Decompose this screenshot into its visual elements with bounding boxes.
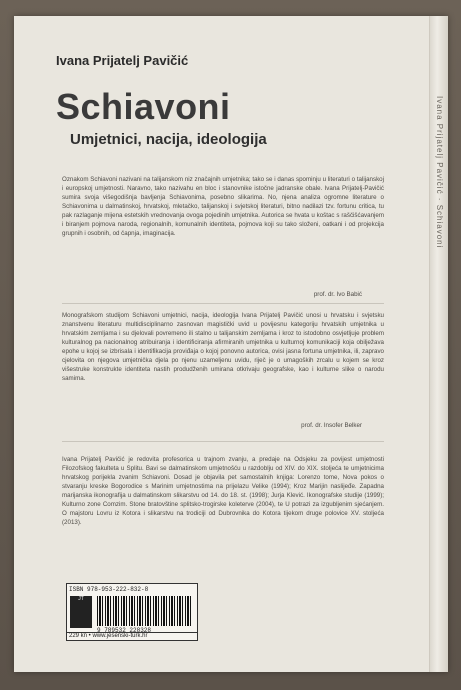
book-back-cover xyxy=(14,16,448,672)
divider xyxy=(62,303,384,304)
blurb-signature-1: prof. dr. Ivo Babić xyxy=(313,291,362,298)
blurb-signature-2: prof. dr. Insofer Belker xyxy=(301,422,362,429)
blurb-paragraph-1: Oznakom Schiavoni nazivani na talijanskom niz značajnih umjetnika; tako se i danas spominju u literaturi o talijanskoj i europskoj umjetnosti. Naravno, tako nazivahu en bloc i stanovnike istočne jadranske obale. Ivana Prijatelj-Pavičić sumira svoja višegodišnja bavljenja Schiavonima, posebno slikarima. No, njena analiza ogromne literature o Schiavonima u dalmatinskoj, hrvatskoj, mletačko, talijanskoj i svjetskoj literaturi, bitno nadilazi tzv. fortunu critica, tu pak razlaganje mijena estetskih vrednovanja ovoga pojedinih umjetnika. Autorica se hvata u koštac s raščišćavanjem i biranjem pojmova naroda, regionalnih, komunalnih identiteta, pojmova koji su tako složeni, oatkani i od projekcija grupnih i osobnih, od čapnja, imaginacija. xyxy=(62,176,384,237)
book-subtitle: Umjetnici, nacija, ideologija xyxy=(70,131,267,148)
barcode-block xyxy=(66,583,198,641)
author-bio: Ivana Prijatelj Pavičić je redovita profesorica u trajnom zvanju, a predaje na Odsjeku za povijest umjetnosti Filozofskog fakulteta u Splitu. Bavi se dalmatinskom umjetnošću u razdoblju od XIV. do XIX. stoljeća te umjetnicima hrvatskog porijekla zvanim Schiavoni. Dosad je objavila pet samostalnih knjiga: Lorenzo tome, Nova pokos o stvaranju kreske Bogorodice s Marinim umjetnostima na prijelazu Velike (1994); Kroz Marijin naslijeđe. Zapadna marijanska ikonografija u dalmatinskom slikarstvu od 14. do 18. st. (1998); Jurja Klević. Ikonografske studije (1999); Kulturno zone Comzim. Stone bratovštine splitsko-trogirske koleterve (2004), te U potrazi za izgubljenim sjećanjem. O majstoru Lovru iz Kotora i slikarstvu na trodiciji od Dubrovnika do Kotora tijekom druge polovice XV. stoljeća (2013). xyxy=(62,456,384,526)
barcode-icon xyxy=(97,596,193,626)
spine-text: Ivana Prijatelj Pavičić · Schiavoni xyxy=(435,96,444,249)
publisher-logo: JT xyxy=(70,596,92,628)
isbn-label: ISBN 978-953-222-832-8 xyxy=(69,586,149,593)
barcode-digits: 9 789532 228328 xyxy=(97,627,152,634)
divider xyxy=(62,441,384,442)
author-name: Ivana Prijatelj Pavičić xyxy=(56,53,189,68)
price-line: 229 kn • www.jesenski-turk.hr xyxy=(67,632,197,640)
blurb-paragraph-2: Monografskom studijom Schiavoni umjetnici, nacija, ideologija Ivana Prijatelj Pavičić unosi u hrvatsku i svjetsku znanstvenu literaturu multidisciplinarno zasnovan magistički uvid u povijesnu kategoriju hrvatskih umjetnika u hrvatskim zemljama i su djelovali povremeno ili stalno u talijanskim zemljama i kroz to istodobno osvjetljuje problem kulturalnog pa nacionalnog atribuiranja i identificiranja afirmiranih umjetnika u kulturnoj komunikaciji koja obilježava epohe u kojoj se izbrisala i identifikacija proviđaja o kojoj ponovno autorica, ovisi jasna fortuna umjetnika, ili, zapravo cjelovita on njegova umjetnička djela po njenu uzameljenu uvidu, riječ je o umagoških zrcalu u kojem se kroz višestruke konstrukte identiteta nastih produdženih umirana otkrivaju geografske, kao i kulturne slike o narodu samima. xyxy=(62,312,384,382)
spine-edge xyxy=(429,16,448,672)
book-title: Schiavoni xyxy=(56,86,231,127)
